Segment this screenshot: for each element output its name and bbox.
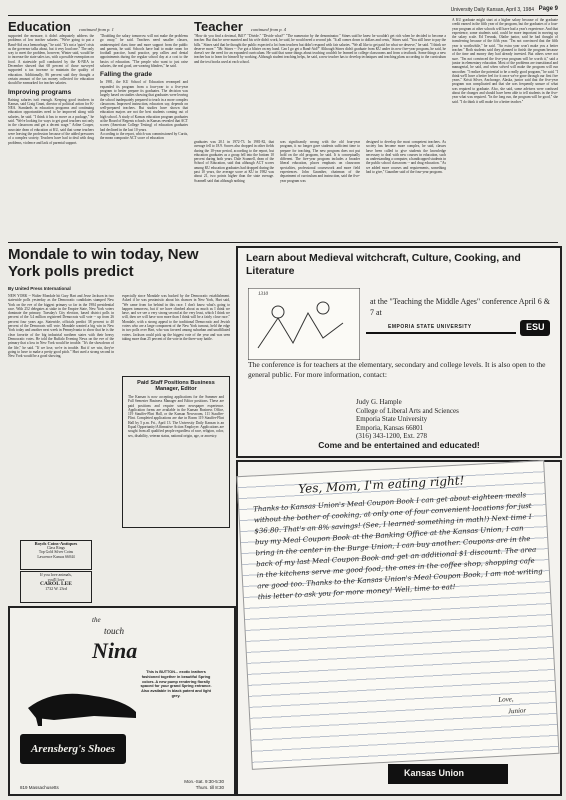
education-col1	[8, 34, 94, 239]
jobs-title: Paid Staff Positions Business Manager, Editor	[137, 380, 215, 392]
emporia-banner	[366, 324, 516, 334]
education-headline: Education	[8, 19, 71, 34]
carol-address: 1732 W. 23rd	[45, 585, 67, 591]
teacher-lead-text: "How do you find a decimal, Bill?" "Divide." "Divide what?" "The numerator by the denominator." Stines said he knew he wouldn't get rich when he decided to become a teacher. But that he were married and his wife didn't work, he said, he would need a second job. "It all comes down to dollars and cents," Stines said. "You still have to pay the bills." Stines said that he thought the public expected a lot from teachers but didn't respond with fair salaries. "We all like to get paid for what we deserve," he said. "I think we deserve more." "Mr. Stines -- I've got a blister on my hand. Can I go get a Band-Aid?" Although Stines didn't graduate from KU under its new five-year program, he said, he doesn't see the need for an expanded curriculum. He said that some things about teaching couldn't be learned in college classrooms and from a textbook. Some things a new teacher has to learn for himself by working. Although student teaching helps, he said, a new teacher has to develop techniques and teaching plans according to the curriculum and the text books used at each school.	[194, 34, 446, 64]
teacher-col-a	[194, 140, 274, 238]
nina-hours-1: Mon.-Sat. 9:30-5:30	[184, 779, 224, 784]
carol-name: CAROL LEE	[40, 581, 72, 588]
masthead	[8, 6, 558, 15]
mondale-byline: By United Press International	[8, 286, 71, 291]
carol-line1: If you love animals,	[40, 572, 72, 577]
mondale-col2	[122, 294, 230, 372]
letter-signature: Junior	[507, 706, 527, 716]
right-column	[452, 18, 558, 240]
letter-paper	[237, 460, 560, 770]
carol-line2: you'll love	[47, 576, 65, 582]
arensbergs-brand: Arensberg's Shoes	[30, 743, 116, 755]
mondale-col2-text: especially since Mondale was backed by the Democratic establishment. Asked if he was pessimistic about his chances in New York, Hart said, "We came from far behind in this race. I don't know what's going to happen tomorrow, but if we have climbed about as much as I think we have, and we see a very strong second at the very least, which I think we will, then we will have won more than I think will be a fairly close race." Mondale, with a strong appeal to the traditional Democratic and Jewish voters who are a large component of the New York turnout, held the edge in two polls over Hart, who was favored among suburban and unaffiliated voters. Jackson could pick up the biggest vote of the year and was seen taking more than 25 percent of the vote in the three-way battle.	[122, 294, 230, 341]
contact-line-2: Emporia State University	[356, 415, 428, 423]
education-subhead-improving: Improving programs	[8, 88, 72, 96]
nina-blurb: This is BUTTON... exotic leathers fashioned together in beautiful Spring colors. A new pump rendering florally spaced for your grand Spring entrance. Also available in black patent and light grey.	[140, 670, 212, 698]
nina-address: 819 Massachusetts	[20, 785, 59, 790]
mondale-story	[8, 246, 232, 564]
teacher-lead	[194, 34, 446, 136]
page-number: Page 9	[538, 6, 558, 12]
contact-line-0: Judy G. Hample	[356, 398, 402, 406]
education-col2-text: "Doubling the salary tomorrow will not make the problems go away," he said. Teachers need smaller classes, uninterrupted class time and more support from the public and parents, he said. Schools have had to make room for football practice, band practice, pep rallies and dental appointments during the regular school day at a cost to the basics of education. "The people who want to just raise salaries, the real good, are wearing blinders," he said.	[100, 34, 188, 69]
carol-lee-ad	[20, 571, 92, 603]
education-col1b-text: Raising salaries isn't enough. Keeping good teachers in Kansas, said Craig Grant, director of political action for K-NEA. Standards in education programs and continuing education opportunities need to be improved along with salaries, he said. "I think it has to move as a package," he said. "We're looking for ways to get good teachers not only in the classroom and get a decent wage." Arline Cooper, associate dean of education at KU, said that some teachers were leaving the profession because of the added pressures of a complex society. Teachers have had to deal with drug problems, violence and lack of parental support.	[8, 97, 94, 145]
jobs-body: The Kansan is now accepting applications for the Summer and Fall Semester Business Manager and Editor positions. These are paid positions and require some newspaper experience. Application forms are available in the Kansan Business Office, 119 Stauffer-Flint Hall, or the Kansan Newsroom, 111 Stauffer-Flint. Completed applications are due in Room 119 Stauffer-Flint Hall by 5 p.m. Fri., April 13. The University Daily Kansan is an Equal Opportunity/Affirmative Action Employer. Applications are sought from all qualified people regardless of race, religion, color, sex, disability, veteran status, national origin, age, or ancestry.	[128, 395, 224, 438]
jobs-box	[122, 376, 230, 528]
letter-ad	[236, 460, 562, 796]
medieval-ad	[236, 246, 562, 458]
medieval-headline: Learn about Medieval witchcraft, Culture, Cooking, and Literature	[246, 252, 521, 277]
nina-the: the	[92, 616, 101, 624]
education-headline-row	[8, 18, 188, 32]
teacher-col-c-text: designed to develop the most competent teachers. As society has become more complex, he said, classes have been called to give students the knowledge necessary to deal with new courses in education, such as understanding a computer, a handicapped students in the public school classroom -- and drug education. "As we added more courses and requirements, something had to give," Gaunther said of the four-year program.	[366, 140, 446, 175]
education-col2c-text: According to the report, which was commissioned by Curtis, the mean composite ACT score of education	[100, 131, 188, 141]
teacher-headline-row	[194, 18, 446, 32]
teacher-headline: Teacher	[194, 19, 243, 34]
mondale-col1	[8, 294, 114, 526]
medieval-cta: Come and be entertained and educated!	[318, 440, 480, 450]
education-story	[8, 18, 188, 223]
teacher-col-c	[366, 140, 446, 238]
letter-love: Love,	[498, 695, 514, 704]
masthead-paper: University Daily Kansan, April 3, 1984	[450, 7, 534, 13]
letter-body: Thanks to Kansas Union's Meal Coupon Book I can get about eighteen meals without the bother of cooking, at only one of four convenient locations for just $36.80. That's an 8% savings! (See, I learned something in math!) Next time I buy my Meal Coupon Book at the Banking Office at the Kansas Union, I can bring in the center in the Burge Union, I can buy another. Coupons are in the back of my last Meal Coupon Book and get an additional $1 discount. The area in the kitchens serve me good food, the ones in the coffee shop, shopping cafe are good too. Thanks to the Kansas Union's Meal Coupon Book, I am not writing this letter to ask you for more money! Well, time to eat!	[253, 491, 543, 602]
boyds-ad	[20, 540, 92, 570]
contact-line-1: College of Liberal Arts and Sciences	[356, 406, 459, 415]
education-col1-text: supported the measure, it didn't adequately address the problems of low teacher salaries. "We're going to put a Band-Aid on a hemorrhage," he said. "It's not a 'quiet' crisis as the governor talks about, but it very loud one." The only way to meet the problem, however, Winter said, would be to increase the state sales tax, with a possible exemption on food. A statewide poll conducted by the K-NEA in December showed that 68 percent of those surveyed supported a tax increase to maintain the quality of education. Additionally, 86 percent said they thought a certain amount of the tax money collected for education should be earmarked for teacher salaries.	[8, 34, 94, 86]
boyds-line-1: Top Gold Silver Coins	[38, 550, 74, 555]
emporia-name: EMPORIA STATE UNIVERSITY	[388, 324, 472, 330]
medieval-body: The conference is for teachers at the elementary, secondary and college levels. It is also open to the general public. For more information, contact:	[248, 360, 546, 379]
education-continued: continued from p. 1	[78, 27, 114, 32]
mondale-headline: Mondale to win today, New York polls predict	[8, 246, 199, 280]
masthead-rule	[8, 15, 558, 16]
teacher-col-b	[280, 140, 360, 238]
nina-ad	[8, 606, 236, 796]
boyds-name: Boyds Coins-Antiques	[34, 541, 78, 546]
teacher-story	[194, 18, 446, 238]
boyds-line-0: Class Rings	[46, 546, 66, 551]
teacher-col-a-text: graduates was 20.1 in 1972-73. In 1981-82, that average fell to 18.9. Scores also dropped in other fields during the 10-year period, according to the report, but education graduates as a group fell into the bottom 10 percent during both years. Dale Scannell, dean of the School of Education, said that although ACT scores among KU education graduates had dropped during the past 10 years, the average score at KU in 1982 was about 21, two points higher than the state average. Scannell said that although nothing	[194, 140, 274, 183]
mondale-col1-text: NEW YORK -- Walter Mondale hit Gary Hart and Jesse Jackson in two statewide polls yesterday as the Democratic candidates stumped New York on the eve of the biggest primary so far in the 1984 presidential race. With 252 delegates at stake in the Empire State, New York voters dominate the primary. Tuesday's City election, based district polls in percent of the 3.4 million registered Democrats will vote -- up from 26 percent four years ago. Statewide, officials predict 38 percent to 40 percent of the Democrats will vote. Mondale wanted a big win in New York today and another next week in Pennsylvania to show that he is the clear favorite of the big industrial northern states with their heavy Democratic votes. He told the Buffalo Evening News on the eve of the primary that a loss in New York would be trouble. "It's the showdown of the life," he said. "If we lose, we're in trouble. But if we win, they're going to have to make a pretty good pitch." Hart used a strong second in New York would be a good showing,	[8, 294, 114, 359]
education-col2b-text: In 1981, the KU School of Education revamped and expanded its program from a four-year to a five-year program to better prepare its graduates. The decision was largely based on studies showing that graduates were leaving the school inadequately prepared to teach in a more complex classroom. Improved instruction, educators say, depends on well-prepared teachers. But studies have shown that education majors are not the best students coming out of high school. A study of Kansas education program graduates at the Board of Regents schools in Kansas revealed that ACT scores (American College Testing) of education graduates had declined in the last 10 years.	[100, 80, 188, 132]
letter-headline: Yes, Mom, I'm eating right!	[297, 473, 465, 497]
medieval-illustration	[248, 288, 360, 360]
upper-divider	[8, 242, 558, 243]
nina-hours-2: Thurs. till 8:30	[195, 785, 224, 790]
medieval-venue: at the "Teaching the Middle Ages" conference April 6 & 7 at	[370, 297, 550, 317]
medieval-contact	[356, 398, 459, 441]
education-subhead-falling: Falling the grade	[100, 71, 153, 79]
shoe-illustration	[24, 668, 142, 728]
medieval-caption: 1310	[258, 292, 268, 297]
contact-line-3: Emporia, Kansas 66801	[356, 423, 424, 432]
teacher-continued: continued from p. 4	[250, 27, 286, 32]
esu-logo-text: ESU	[526, 322, 545, 332]
nina-touch: touch	[104, 626, 124, 636]
kansas-union-logo	[388, 764, 508, 784]
contact-line-4: (316) 343-1200, Ext. 278	[356, 432, 427, 440]
right-column-text: A KU graduate might start at a higher salary because of the graduate credit earned in the fifth year of the program, but the graduates of a four-year program at other schools will have had a year's experience. And that experience, some students said, could be more important in moving up the salary scale. Ed Tresnak, Olathe junior, said he had thought of transferring because of the fifth year. "I'm not convinced that the fifth year is worthwhile," he said. "An extra year won't make you a better teacher." Both students said they planned to finish the program because of the time and money they had already invested. But others were not sure. "I'm not convinced the five-year program will be worth it," said a junior in elementary education. Most of the problems are transitional and managerial, he said, and when solved will make the program will run smoother. "I realize the potential to be a really good program," he said. "I think we'll have a better feel for it once we've gone through our first five years." Kristi Silver, Anchorage, Alaska, junior said that the five-year program was complicated and that she was frequently unsure of what was required to graduate. Also, she said, some advisers were confused about the changes and should have been able to tell students in the five-year what was required. "In the long run, the program will be good," she said. "I do think it will make for a better teacher."	[452, 18, 558, 104]
kansas-union-logo-text: Kansas Union	[404, 768, 465, 778]
arensbergs-logo	[20, 734, 126, 764]
teacher-col-b-text: was significantly wrong with the old four-year program, it no longer gave students sufficient time to prepare for teaching. The new program does not put hold on the old program, he said. It is conceptually different. The five-year program includes a broader liberal education, places emphasis on classroom specialties, professional coursework and more field experiences. John Gaunther, chairman of the department of curriculum and instruction, said the five-year program was	[280, 140, 360, 183]
boyds-line-2: Lawrence Kansas 66044	[37, 554, 75, 559]
education-col2	[100, 34, 188, 239]
nina-name: Nina	[92, 638, 138, 663]
esu-logo	[520, 320, 550, 336]
